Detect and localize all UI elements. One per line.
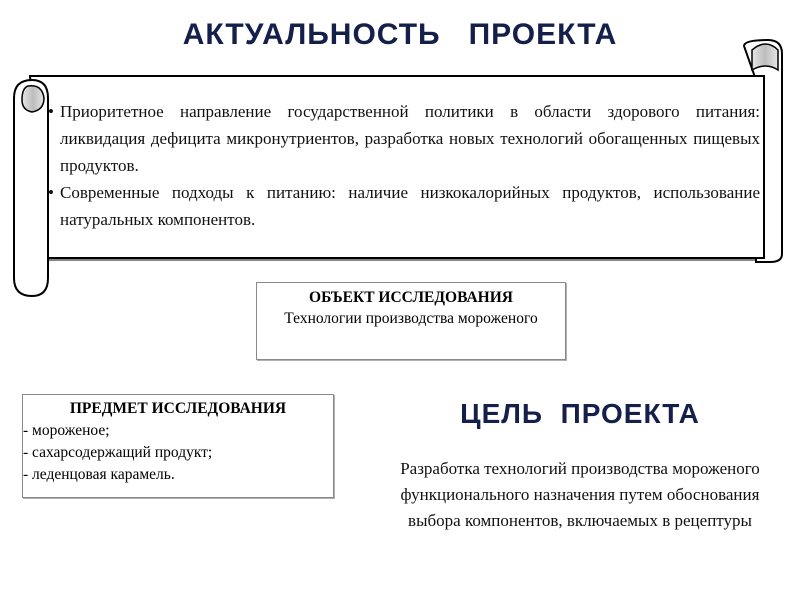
relevance-item: • Современные подходы к питанию: наличие низкокалорийных продуктов, использование натуральных компонентов. (48, 179, 760, 233)
research-subject-item: - сахарсодержащий продукт; (23, 444, 213, 461)
research-subject-item: - мороженое; (23, 422, 110, 439)
research-object-box (256, 282, 566, 360)
research-subject-box (22, 394, 334, 498)
research-subject-heading: ПРЕДМЕТ ИССЛЕДОВАНИЯ (69, 400, 287, 417)
slide-title: АКТУАЛЬНОСТЬ ПРОЕКТА (182, 18, 618, 51)
relevance-list (48, 98, 760, 233)
research-subject-item: - леденцовая карамель. (23, 466, 175, 483)
research-object-text: Технологии производства мороженого (284, 310, 538, 327)
goal-heading: ЦЕЛЬ ПРОЕКТА (460, 398, 700, 429)
relevance-text (48, 98, 760, 233)
relevance-item: • Приоритетное направление государственной политики в области здорового питания: ликвидация дефицита микронутриентов, разработка новых технологий обогащенных пищевых продуктов. (48, 98, 760, 179)
research-object-heading: ОБЪЕКТ ИССЛЕДОВАНИЯ (309, 289, 513, 306)
goal-text: Разработка технологий производства мороженого функционального назначения путем обоснования выбора компонентов, включаемых в рецептуры (400, 459, 760, 530)
